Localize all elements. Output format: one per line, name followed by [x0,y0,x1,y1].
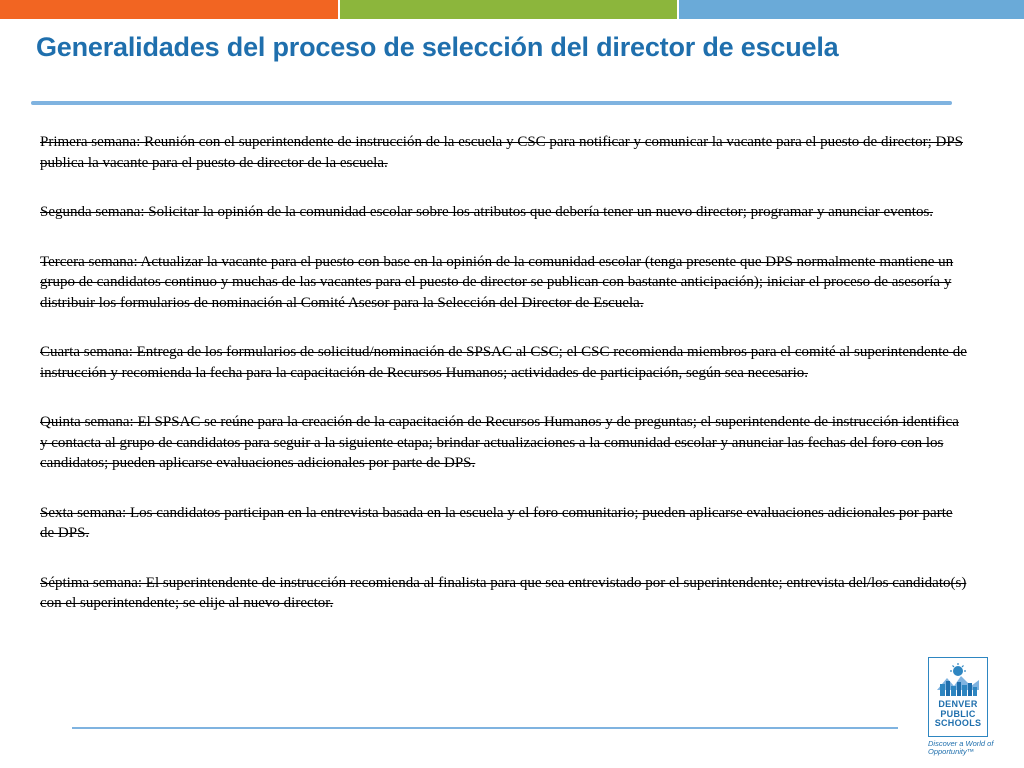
city-skyline-icon [935,662,981,698]
logo-line-public: PUBLIC [940,708,976,719]
logo-line-schools: SCHOOLS [934,718,982,728]
paragraph-week-1: Primera semana: Reunión con el superintendente de instrucción de la escuela y CSC para notificar y comunicar la vacante para el puesto de director; DPS publica la vacante para el puesto de director de la escuela. [40,134,964,171]
paragraph-week-2: Segunda semana: Solicitar la opinión de la comunidad escolar sobre los atributos que debería tener un nuevo director; programar y anunciar eventos. [40,204,934,220]
top-color-bar [0,0,1024,19]
paragraph-week-6: Sexta semana: Los candidatos participan en la entrevista basada en la escuela y el foro comunitario; pueden aplicarse evaluaciones adicionales por parte de DPS. [40,504,953,541]
top-bar-blue-segment [679,0,1024,19]
slide-body [40,132,970,643]
paragraph-week-3: Tercera semana: Actualizar la vacante para el puesto con base en la opinión de la comunidad escolar (tenga presente que DPS normalmente mantiene un grupo de candidatos continuo y muchas de las vacantes para el puesto de director se publican con bastante anticipación); iniciar el proceso de asesoría y distribuir los formularios de nominación al Comité Asesor para la Selección del Director de Escuela. [40,253,954,311]
logo-line-denver: DENVER [938,699,978,709]
footer-divider [72,727,898,729]
paragraph-week-7: Séptima semana: El superintendente de instrucción recomienda al finalista para que sea entrevistado por el superintendente; entrevista del/los candidato(s) con el superintendente; se elije al nuevo director. [40,574,967,611]
top-bar-green-segment [340,0,677,19]
dps-logo [928,657,988,737]
slide-title: Generalidades del proceso de selección del director de escuela [36,32,839,62]
paragraph-week-4: Cuarta semana: Entrega de los formularios de solicitud/nominación de SPSAC al CSC; el CSC recomienda miembros para el comité al superintendente de instrucción y recomienda la fecha para la capacitación de Recursos Humanos; actividades de participación, según sea necesario. [40,344,967,381]
logo-tagline: Discover a World of Opportunity™ [928,739,994,756]
title-underline [31,101,952,105]
paragraph-week-5: Quinta semana: El SPSAC se reúne para la creación de la capacitación de Recursos Humanos y de preguntas; el superintendente de instrucción identifica y contacta al grupo de candidatos para seguir a la siguiente etapa; brindar actualizaciones a la comunidad escolar y anunciar las fechas del foro con los candidatos; pueden aplicarse evaluaciones adicionales por parte de DPS. [40,414,959,471]
top-bar-orange-segment [0,0,338,19]
logo-wordmark [929,700,987,729]
